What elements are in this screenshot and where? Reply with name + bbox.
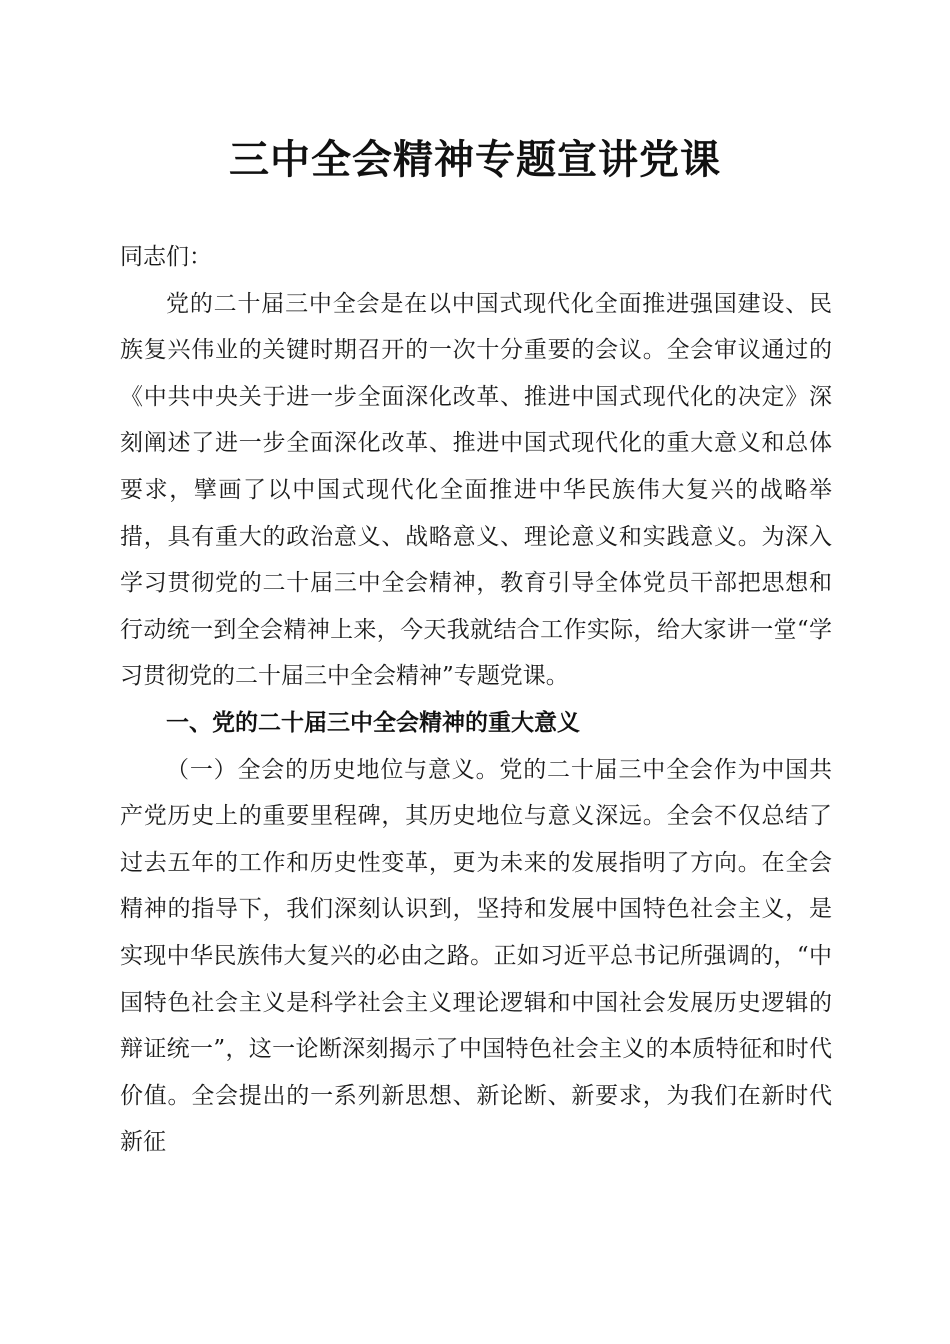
- salutation: 同志们：: [120, 244, 212, 270]
- section-paragraph: （一）全会的历史地位与意义。党的二十届三中全会作为中国共产党历史上的重要里程碑，其历史地位与意义深远。全会不仅总结了过去五年的工作和历史性变革，更为未来的发展指明了方向。在全会精神的指导下，我们深刻认识到，坚持和发展中国特色社会主义，是实现中华民族伟大复兴的必由之路。正如习近平总书记所强调的，“中国特色社会主义是科学社会主义理论逻辑和中国社会发展历史逻辑的辩证统一”，这一论断深刻揭示了中国特色社会主义的本质特征和时代价值。全会提出的一系列新思想、新论断、新要求，为我们在新时代新征: [120, 756, 832, 1156]
- document-body: [120, 234, 832, 1166]
- intro-paragraph: 党的二十届三中全会是在以中国式现代化全面推进强国建设、民族复兴伟业的关键时期召开的一次十分重要的会议。全会审议通过的《中共中央关于进一步全面深化改革、推进中国式现代化的决定》深刻阐述了进一步全面深化改革、推进中国式现代化的重大意义和总体要求，擘画了以中国式现代化全面推进中华民族伟大复兴的战略举措，具有重大的政治意义、战略意义、理论意义和实践意义。为深入学习贯彻党的二十届三中全会精神，教育引导全体党员干部把思想和行动统一到全会精神上来，今天我就结合工作实际，给大家讲一堂“学习贯彻党的二十届三中全会精神”专题党课。: [120, 290, 832, 690]
- section-heading: 一、党的二十届三中全会精神的重大意义: [166, 709, 580, 736]
- document-title: 三中全会精神专题宣讲党课: [229, 136, 721, 183]
